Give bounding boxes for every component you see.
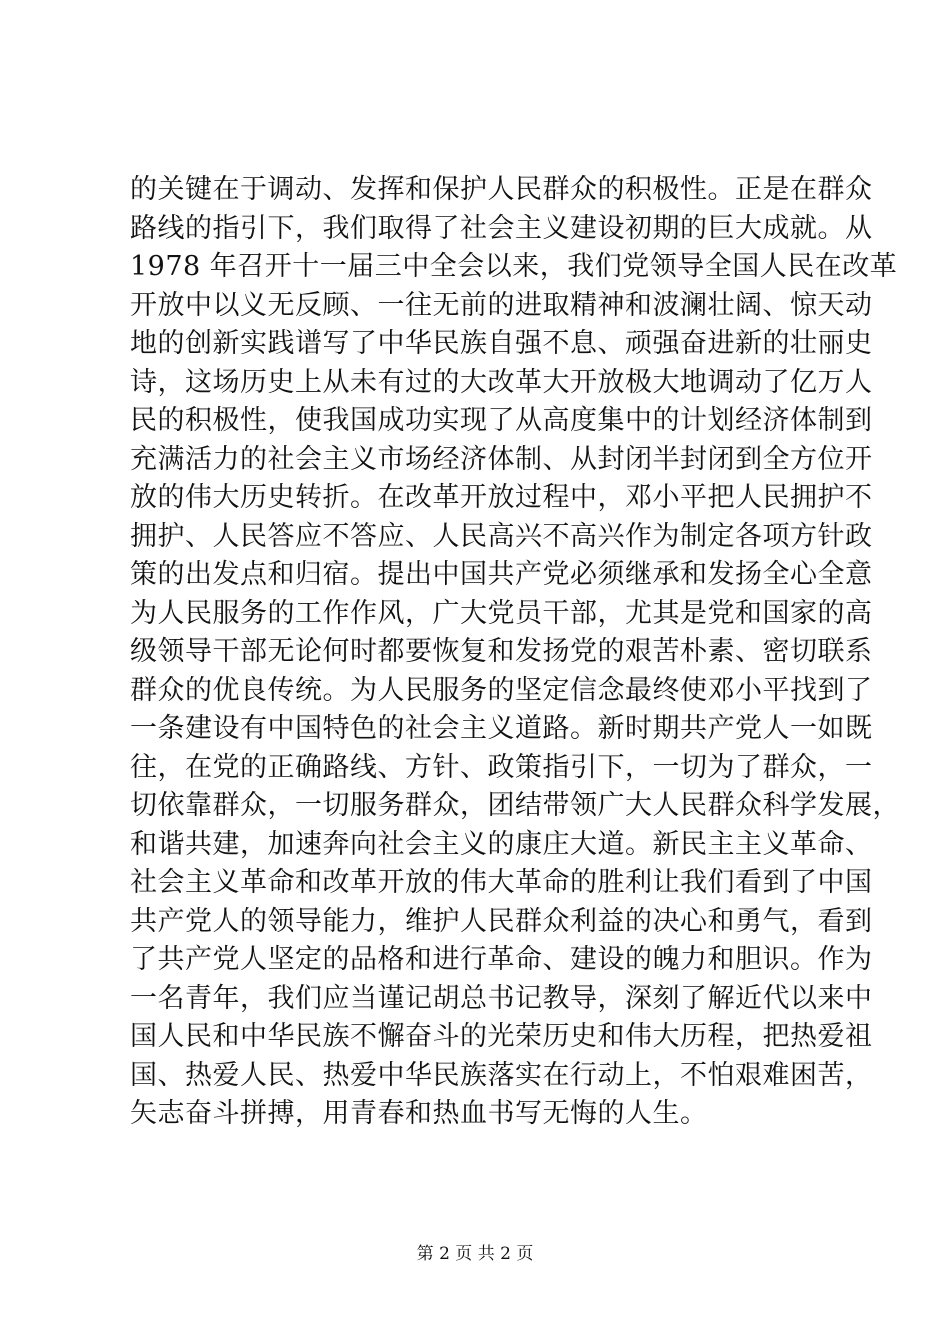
text-line: 为人民服务的工作作风，广大党员干部，尤其是党和国家的高 bbox=[130, 597, 873, 629]
text-line: 充满活力的社会主义市场经济体制、从封闭半封闭到全方位开 bbox=[130, 443, 873, 475]
text-line: 策的出发点和归宿。提出中国共产党必须继承和发扬全心全意 bbox=[130, 559, 873, 590]
text-line: 民的积极性，使我国成功实现了从高度集中的计划经济体制到 bbox=[130, 405, 873, 436]
text-line: 开放中以义无反顾、一往无前的进取精神和波澜壮阔、惊天动 bbox=[130, 289, 873, 321]
text-line: 国人民和中华民族不懈奋斗的光荣历史和伟大历程，把热爱祖 bbox=[130, 1021, 873, 1052]
text-line: 共产党人的领导能力，维护人民群众利益的决心和勇气，看到 bbox=[130, 905, 873, 937]
body-paragraph bbox=[130, 171, 900, 1134]
text-line: 一名青年，我们应当谨记胡总书记教导，深刻了解近代以来中 bbox=[130, 982, 873, 1014]
text-line: 社会主义革命和改革开放的伟大革命的胜利让我们看到了中国 bbox=[130, 867, 873, 898]
text-line: 群众的优良传统。为人民服务的坚定信念最终使邓小平找到了 bbox=[130, 674, 873, 706]
text-line: 切依靠群众，一切服务群众，团结带领广大人民群众科学发展， bbox=[130, 790, 900, 821]
text-line: 路线的指引下，我们取得了社会主义建设初期的巨大成就。从 bbox=[130, 212, 873, 244]
text-line: 放的伟大历史转折。在改革开放过程中，邓小平把人民拥护不 bbox=[130, 482, 873, 513]
text-line: 诗，这场历史上从未有过的大改革大开放极大地调动了亿万人 bbox=[130, 366, 873, 398]
text-line: 1978 年召开十一届三中全会以来，我们党领导全国人民在改革 bbox=[130, 251, 898, 282]
text-line-last: 矢志奋斗拼搏，用青春和热血书写无悔的人生。 bbox=[130, 1098, 708, 1129]
text-line: 往，在党的正确路线、方针、政策指引下，一切为了群众，一 bbox=[130, 751, 873, 783]
text-line: 的关键在于调动、发挥和保护人民群众的积极性。正是在群众 bbox=[130, 174, 873, 205]
text-line: 了共产党人坚定的品格和进行革命、建设的魄力和胆识。作为 bbox=[130, 944, 873, 975]
text-line: 国、热爱人民、热爱中华民族落实在行动上，不怕艰难困苦， bbox=[130, 1059, 873, 1091]
text-line: 和谐共建，加速奔向社会主义的康庄大道。新民主主义革命、 bbox=[130, 828, 873, 860]
text-line: 地的创新实践谱写了中华民族自强不息、顽强奋进新的壮丽史 bbox=[130, 328, 873, 359]
text-line: 级领导干部无论何时都要恢复和发扬党的艰苦朴素、密切联系 bbox=[130, 636, 873, 667]
text-line: 拥护、人民答应不答应、人民高兴不高兴作为制定各项方针政 bbox=[130, 520, 873, 552]
page-number-footer: 第 2 页 共 2 页 bbox=[416, 1244, 534, 1264]
text-line: 一条建设有中国特色的社会主义道路。新时期共产党人一如既 bbox=[130, 713, 873, 744]
